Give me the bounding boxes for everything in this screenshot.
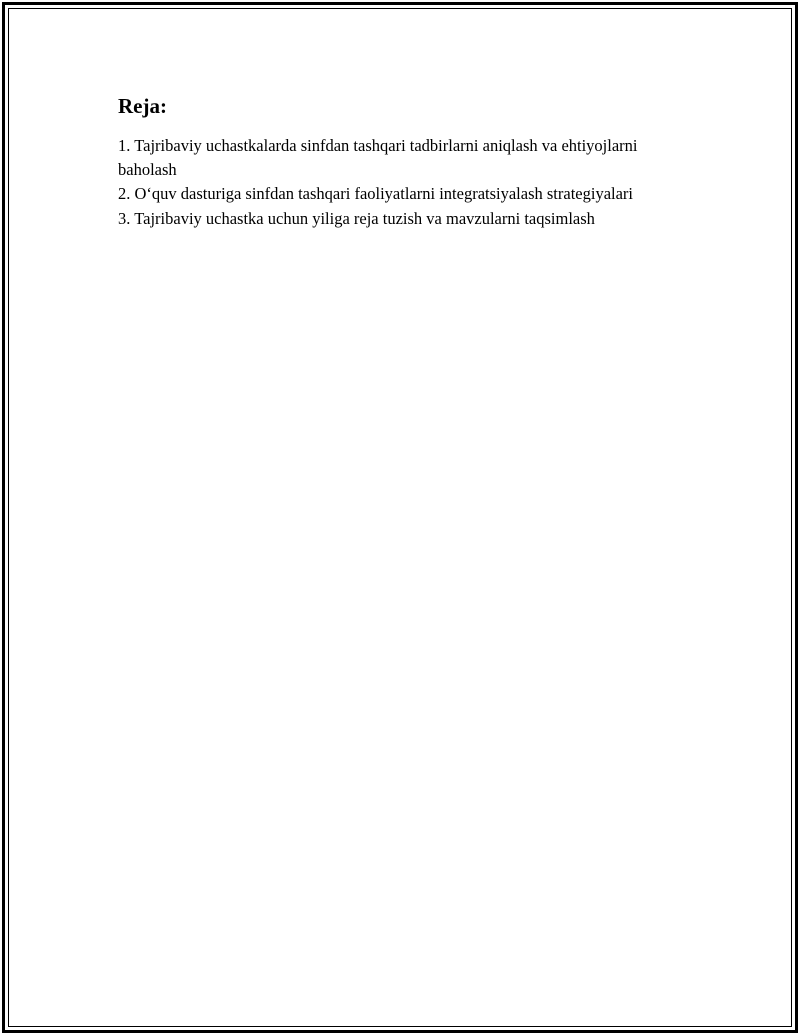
plan-item-3: 3. Tajribaviy uchastka uchun yiliga reja tuzish va mavzularni taqsimlash	[118, 208, 595, 228]
plan-list	[118, 134, 678, 231]
plan-item-1: 1. Tajribaviy uchastkalarda sinfdan tashqari tadbirlarni aniqlash va ehtiyojlarni baholash	[118, 136, 638, 180]
page-content	[118, 92, 678, 231]
plan-item-2: 2. O‘quv dasturiga sinfdan tashqari faoliyatlarni integratsiyalash strategiyalari	[118, 184, 634, 204]
plan-heading: Reja:	[118, 94, 167, 118]
